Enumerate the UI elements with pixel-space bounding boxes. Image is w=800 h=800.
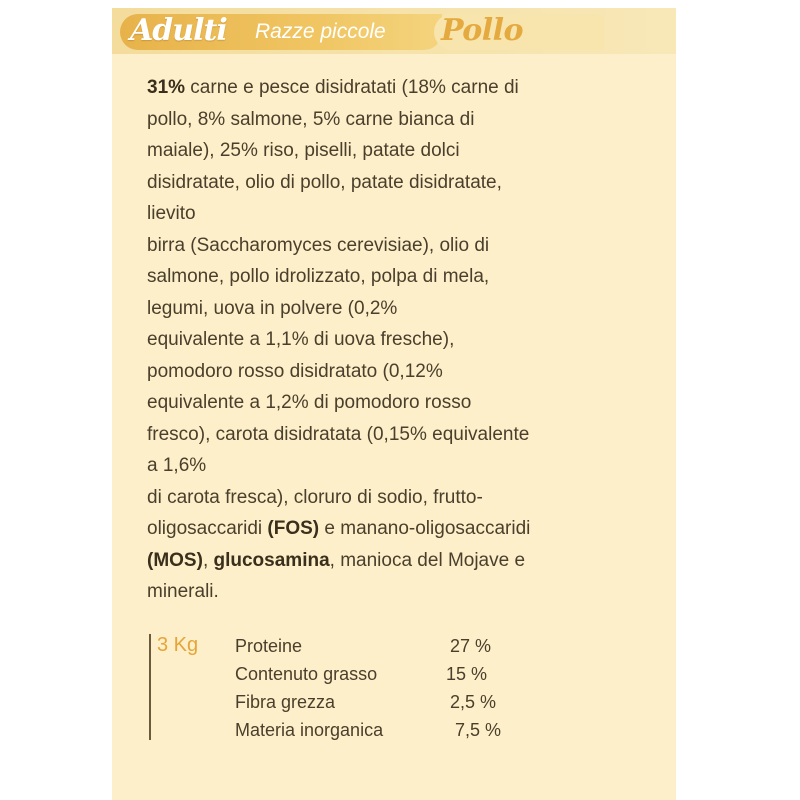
ingredient-text: pomodoro rosso disidratato (0,12% xyxy=(147,360,443,382)
analysis-row xyxy=(235,692,535,720)
analysis-label: Materia inorganica xyxy=(235,720,384,740)
ingredient-text: lievito xyxy=(147,203,196,224)
ingredients-line xyxy=(147,135,647,167)
ingredient-text: e manano-oligosaccaridi xyxy=(319,518,531,539)
ingredient-text: disidratate, olio di pollo, patate disidratate, xyxy=(147,171,502,193)
ingredient-text: salmone, pollo idrolizzato, polpa di mela, xyxy=(147,266,490,287)
ingredient-highlight: 31% xyxy=(147,77,186,98)
analysis-row xyxy=(235,636,535,664)
ingredients-line xyxy=(147,419,647,451)
ingredients-line xyxy=(147,513,647,545)
ingredients-line xyxy=(147,482,647,514)
flavor-title: Pollo xyxy=(441,13,524,48)
ingredients-line xyxy=(147,104,647,136)
ingredient-text: oligosaccaridi xyxy=(147,518,268,539)
ingredient-highlight: (MOS) xyxy=(147,549,203,571)
ingredients-line xyxy=(147,167,647,199)
ingredients-line xyxy=(147,261,647,293)
ingredient-text: fresco), carota disidratata (0,15% equivalente xyxy=(147,423,530,445)
ingredient-text: carne e pesce disidratati (18% carne di xyxy=(185,77,519,98)
ingredients-line xyxy=(147,545,647,577)
ingredient-text: pollo, 8% salmone, 5% carne bianca di xyxy=(147,108,475,130)
analysis-value: 7,5 % xyxy=(455,720,502,740)
analysis-label: Fibra grezza xyxy=(235,692,336,712)
ingredient-text: , xyxy=(202,549,214,571)
ingredients-line xyxy=(147,324,647,356)
ingredient-text: legumi, uova in polvere (0,2% xyxy=(147,297,398,319)
ingredient-text: maiale), 25% riso, piselli, patate dolci xyxy=(147,140,460,161)
ingredients-line xyxy=(147,198,647,230)
ingredient-text: minerali. xyxy=(147,581,219,602)
ingredient-highlight: glucosamina xyxy=(213,549,330,571)
analysis-row xyxy=(235,720,535,748)
ingredients-line xyxy=(147,450,647,482)
weight-divider xyxy=(149,634,151,740)
ingredient-text: birra (Saccharomyces cerevisiae), olio di xyxy=(147,234,490,256)
ingredient-text: equivalente a 1,1% di uova fresche), xyxy=(147,329,455,350)
analysis-label: Proteine xyxy=(235,636,303,656)
ingredient-text: , manioca del Mojave e xyxy=(329,549,526,571)
analysis-value: 27 % xyxy=(450,636,492,656)
line-title: Adulti xyxy=(130,13,227,48)
ingredient-highlight: (FOS) xyxy=(267,518,320,539)
analysis-value: 15 % xyxy=(446,664,488,684)
ingredients-line xyxy=(147,230,647,262)
ingredient-text: a 1,6% xyxy=(147,455,207,476)
ingredients-list xyxy=(147,72,647,608)
package-weight: 3 Kg xyxy=(157,634,199,656)
ingredient-text: di carota fresca), cloruro di sodio, frutto- xyxy=(147,486,483,508)
ingredients-line xyxy=(147,356,647,388)
ingredients-line xyxy=(147,293,647,325)
analysis-row xyxy=(235,664,535,692)
ingredients-line xyxy=(147,387,647,419)
ingredients-line xyxy=(147,576,647,608)
analysis-value: 2,5 % xyxy=(450,692,497,712)
ingredients-line xyxy=(147,72,647,104)
ingredient-text: equivalente a 1,2% di pomodoro rosso xyxy=(147,392,472,413)
analysis-label: Contenuto grasso xyxy=(235,664,378,684)
size-subtitle: Razze piccole xyxy=(255,20,386,43)
analytical-constituents xyxy=(235,636,535,748)
